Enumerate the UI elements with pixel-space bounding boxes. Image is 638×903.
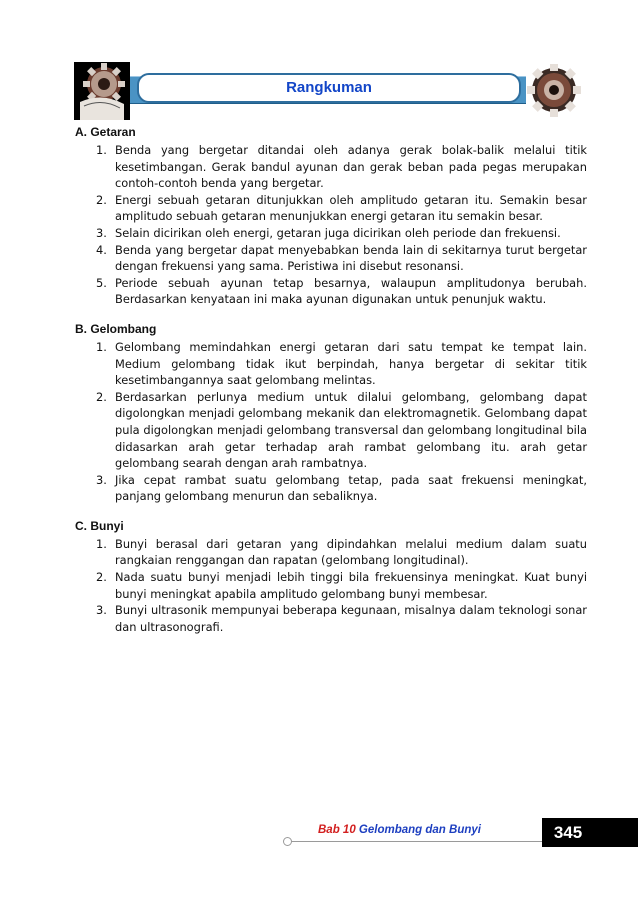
section-heading: A. Getaran [75,125,136,139]
item-number: 4. [96,242,107,257]
list-item [75,242,587,275]
summary-content [75,124,587,648]
list-item [75,569,587,602]
section-list [75,339,587,505]
item-text: Berdasarkan perlunya medium untuk dilalui gelombang, gelombang dapat digolongkan menjadi gelombang mekanik dan elektromagnetik. Gelombang dapat pula digolongkan menjadi gelombang transversal dan gelombang longitudinal bila didasarkan arah getar terhadap arah rambat gelombang itu. arah getar gelombang searah dengan arah rambatnya. [115,389,587,471]
footer-circle [283,837,292,846]
list-item [75,602,587,635]
gear-icon [74,62,130,120]
item-text: Benda yang bergetar dapat menyebabkan benda lain di sekitarnya turut bergetar dengan frekuensi yang sama. Peristiwa ini disebut resonansi. [115,242,587,274]
item-text: Energi sebuah getaran ditunjukkan oleh amplitudo getaran itu. Semakin besar amplitudo sebuah getaran menunjukkan energi getaran itu semakin besar. [115,192,587,224]
list-item [75,142,587,192]
item-number: 1. [96,339,107,354]
list-item [75,389,587,472]
list-item [75,536,587,569]
section-list [75,142,587,308]
list-item [75,472,587,505]
item-number: 1. [96,143,107,157]
section-getaran [75,124,587,308]
item-number: 2. [96,570,107,585]
list-item [75,225,587,242]
item-number: 2. [96,192,107,207]
list-item [75,275,587,308]
section-list [75,536,587,636]
footer-chapter-title: Gelombang dan Bunyi [358,824,481,836]
section-heading: C. Bunyi [75,518,124,533]
item-number: 2. [96,389,107,404]
item-text: Bunyi berasal dari getaran yang dipindahkan melalui medium dalam suatu rangkaian renggangan dan rapatan (gelombang longitudinal). [115,536,587,568]
footer-running-head [318,824,481,836]
page-title: Rangkuman [286,79,372,96]
page-number: 345 [542,818,594,847]
footer-rule [286,841,548,842]
list-item [75,192,587,225]
item-number: 3. [96,603,107,618]
section-gelombang [75,321,587,505]
section-heading: B. Gelombang [75,321,157,336]
item-text: Bunyi ultrasonik mempunyai beberapa kegunaan, misalnya dalam teknologi sonar dan ultrasonografi. [115,603,587,634]
item-text: Periode sebuah ayunan tetap besarnya, walaupun amplitudonya berubah. Berdasarkan kenyataan ini maka ayunan digunakan untuk penunjuk waktu. [115,275,587,307]
item-text: Nada suatu bunyi menjadi lebih tinggi bila frekuensinya meningkat. Kuat bunyi bunyi meningkat apabila amplitudo gelombang bunyi membesar. [115,570,587,601]
item-number: 3. [96,225,107,240]
item-number: 3. [96,472,107,487]
item-text: Gelombang memindahkan energi getaran dari satu tempat ke tempat lain. Medium gelombang tidak ikut berpindah, hanya bergetar di sekitar titik kesetimbangannya saat gelombang melintas. [115,339,587,388]
item-text: Benda yang bergetar ditandai oleh adanya gerak bolak-balik melalui titik kesetimbangan. Gerak bandul ayunan dan gerak beban pada pegas merupakan contoh-contoh benda yang bergetar. [115,143,587,191]
item-text: Selain dicirikan oleh energi, getaran juga dicirikan oleh periode dan frekuensi. [115,225,561,240]
item-number: 5. [96,275,107,290]
list-item [75,339,587,389]
item-text: Jika cepat rambat suatu gelombang tetap, pada saat frekuensi meningkat, panjang gelombang menurun dan sebaliknya. [115,472,587,504]
footer-chapter: Bab 10 [318,824,356,836]
gear-icon [526,64,582,122]
section-bunyi [75,518,587,636]
item-number: 1. [96,536,107,551]
